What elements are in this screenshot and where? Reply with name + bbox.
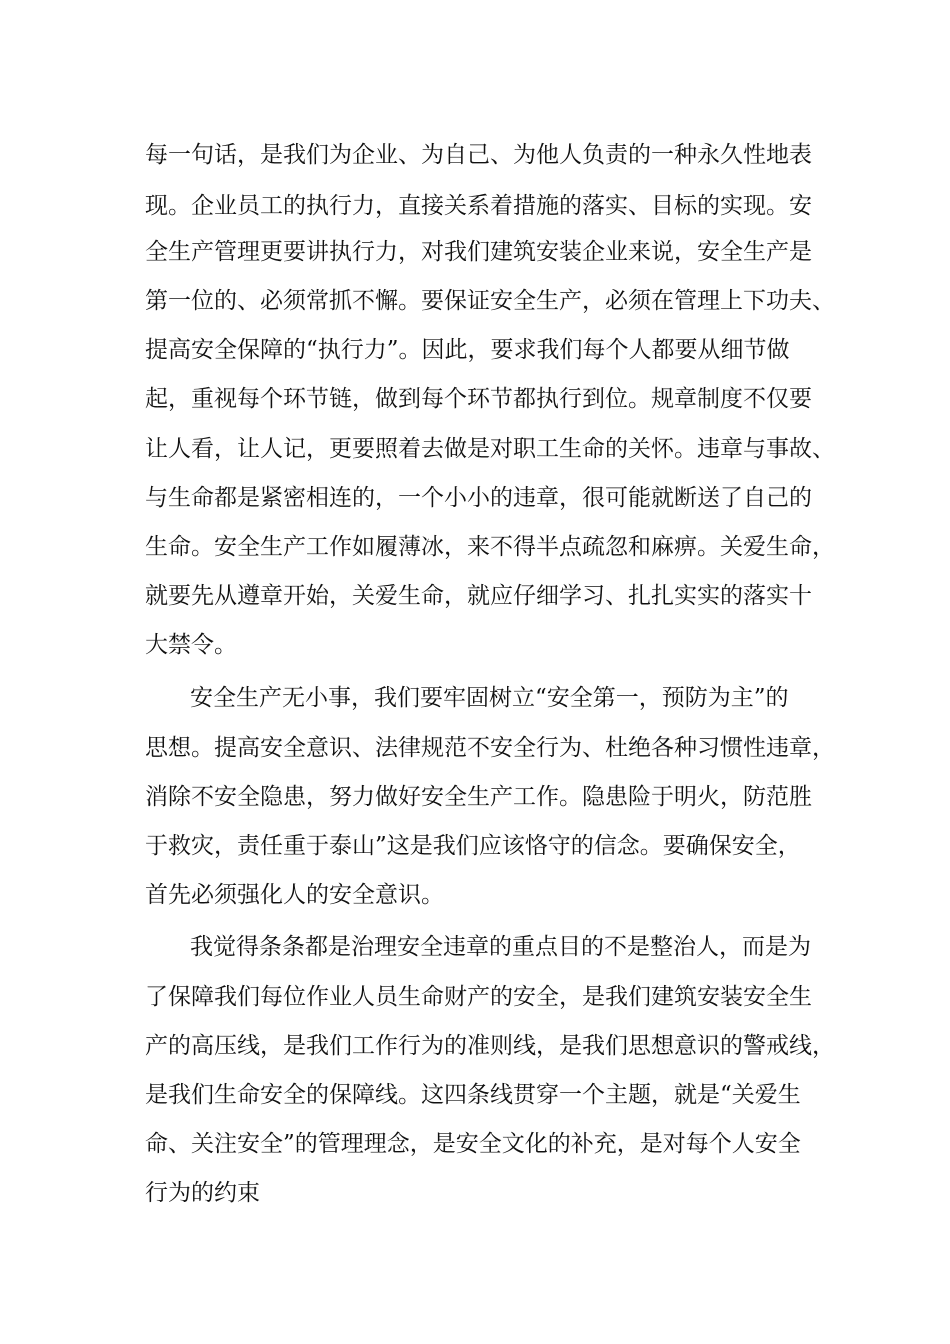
text-line-11: 大禁令。 bbox=[145, 632, 237, 658]
text-line-5: 提高安全保障的“执行力”。因此，要求我们每个人都要从细节做 bbox=[145, 337, 790, 363]
text-line-13: 思想。提高安全意识、法律规范不安全行为、杜绝各种习惯性违章， bbox=[145, 735, 835, 761]
text-line-12: 安全生产无小事，我们要牢固树立“安全第一，预防为主”的 bbox=[190, 685, 789, 711]
text-line-8: 与生命都是紧密相连的，一个小小的违章，很可能就断送了自己的 bbox=[145, 485, 812, 511]
text-line-16: 首先必须强化人的安全意识。 bbox=[145, 882, 444, 908]
text-line-4: 第一位的、必须常抓不懈。要保证安全生产，必须在管理上下功夫、 bbox=[145, 288, 835, 314]
text-line-2: 现。企业员工的执行力，直接关系着措施的落实、目标的实现。安 bbox=[145, 193, 812, 219]
text-line-17: 我觉得条条都是治理安全违章的重点目的不是整治人，而是为 bbox=[190, 934, 811, 960]
text-line-3: 全生产管理更要讲执行力，对我们建筑安装企业来说，安全生产是 bbox=[145, 239, 812, 265]
text-line-19: 产的高压线，是我们工作行为的准则线，是我们思想意识的警戒线， bbox=[145, 1033, 835, 1059]
text-line-20: 是我们生命安全的保障线。这四条线贯穿一个主题，就是“关爱生 bbox=[145, 1082, 801, 1108]
text-line-21: 命、关注安全”的管理理念，是安全文化的补充，是对每个人安全 bbox=[145, 1131, 801, 1157]
text-line-15: 于救灾，责任重于泰山”这是我们应该恪守的信念。要确保安全， bbox=[145, 833, 801, 859]
text-line-14: 消除不安全隐患，努力做好安全生产工作。隐患险于明火，防范胜 bbox=[145, 784, 812, 810]
text-line-1: 每一句话，是我们为企业、为自己、为他人负责的一种永久性地表 bbox=[145, 142, 812, 168]
text-line-9: 生命。安全生产工作如履薄冰，来不得半点疏忽和麻痹。关爱生命， bbox=[145, 534, 835, 560]
text-line-10: 就要先从遵章开始，关爱生命，就应仔细学习、扎扎实实的落实十 bbox=[145, 583, 812, 609]
text-line-22: 行为的约束 bbox=[145, 1180, 260, 1206]
text-line-18: 了保障我们每位作业人员生命财产的安全，是我们建筑安装安全生 bbox=[145, 984, 812, 1010]
text-line-7: 让人看，让人记，更要照着去做是对职工生命的关怀。违章与事故、 bbox=[145, 436, 835, 462]
text-line-6: 起，重视每个环节链，做到每个环节都执行到位。规章制度不仅要 bbox=[145, 386, 812, 412]
